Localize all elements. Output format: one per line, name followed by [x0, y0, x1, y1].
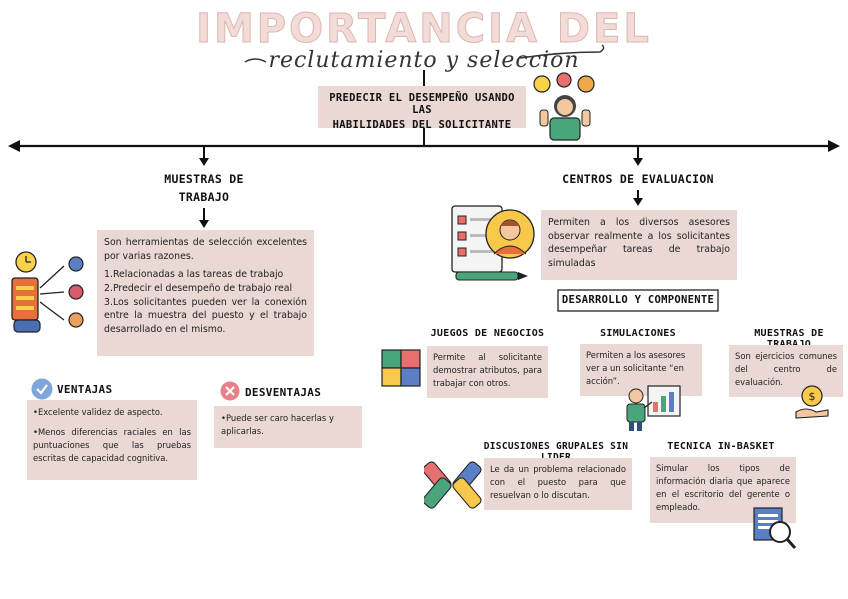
check-icon [31, 378, 53, 400]
desventajas-heading: DESVENTAJAS [245, 386, 322, 399]
ventajas-heading: VENTAJAS [57, 383, 113, 396]
right-branch-heading: CENTROS DE EVALUACION [562, 172, 714, 186]
muestras-heading: MUESTRAS DE [754, 328, 824, 339]
ventajas-item-2: •Menos diferencias raciales en las puntuaciones que las pruebas escritas de capacidad cognitiva. [33, 427, 191, 464]
search-documents-icon [750, 504, 798, 552]
workflow-team-icon [6, 248, 96, 336]
evaluation-icon [448, 196, 540, 284]
handshake-icon [424, 455, 482, 511]
ventajas-box [27, 400, 197, 480]
left-branch-box [97, 230, 314, 356]
page-subtitle: reclutamiento y seleccion [268, 48, 580, 73]
left-branch-item-2: 2.Predecir el desempeño de trabajo real [104, 282, 293, 294]
right-branch-box [541, 210, 737, 280]
cross-icon [220, 381, 240, 401]
svg-text:$: $ [808, 390, 816, 403]
discusiones-heading: DISCUSIONES GRUPALES SIN [483, 441, 629, 452]
top-box-line1: PREDECIR EL DESEMPEÑO USANDO LAS [329, 92, 515, 116]
juegos-text: Permite al solicitante demostrar atributos, para trabajar con otros. [433, 352, 542, 389]
money-hand-icon [792, 382, 832, 420]
left-branch-heading-line1: MUESTRAS DE [164, 172, 244, 186]
left-branch-heading-line2: TRABAJO [178, 190, 230, 204]
top-box-line2: HABILIDADES DEL SOLICITANTE [332, 119, 512, 131]
juegos-box [427, 346, 548, 398]
presenter-icon [622, 382, 684, 432]
inbasket-text: Simular los tipos de información diaria que aparece en el escritorio del gerente o empleado. [656, 463, 790, 513]
puzzle-icon [380, 348, 424, 390]
right-branch-description: Permiten a los diversos asesores observar realmente a los solicitantes desempeñar tareas de trabajo simuladas [548, 217, 730, 269]
discusiones-text: Le da un problema relacionado con el puesto para que resuelvan o lo discutan. [490, 464, 626, 501]
top-box [318, 86, 526, 131]
desventajas-item-1: •Puede ser caro hacerlas y aplicarlas. [221, 413, 334, 437]
discusiones-box [484, 458, 632, 510]
components-subheading: DESARROLLO Y COMPONENTE [561, 294, 715, 306]
left-branch-item-1: 1.Relacionadas a las tareas de trabajo [104, 269, 284, 281]
inbasket-heading: TECNICA IN-BASKET [667, 441, 775, 452]
muestras-text: Son ejercicios comunes del centro de evaluación. [735, 351, 837, 388]
ventajas-item-1: •Excelente validez de aspecto. [33, 407, 163, 417]
desventajas-box [214, 406, 362, 448]
left-branch-item-3: 3.Los solicitantes pueden ver la conexión entre la muestra del puesto y el trabajo desarrollado en el mismo. [104, 296, 307, 335]
juegos-heading: JUEGOS DE NEGOCIOS [430, 328, 545, 339]
left-branch-intro: Son herramientas de selección excelentes por varias razones. [104, 237, 307, 262]
simulaciones-text: Permiten a los asesores ver a un solicitante “en acción”. [586, 350, 686, 387]
woman-ideas-icon [530, 72, 600, 142]
page-title: IMPORTANCIA DEL [196, 6, 652, 52]
simulaciones-heading: SIMULACIONES [600, 328, 676, 339]
left-branch-heading [150, 172, 258, 204]
